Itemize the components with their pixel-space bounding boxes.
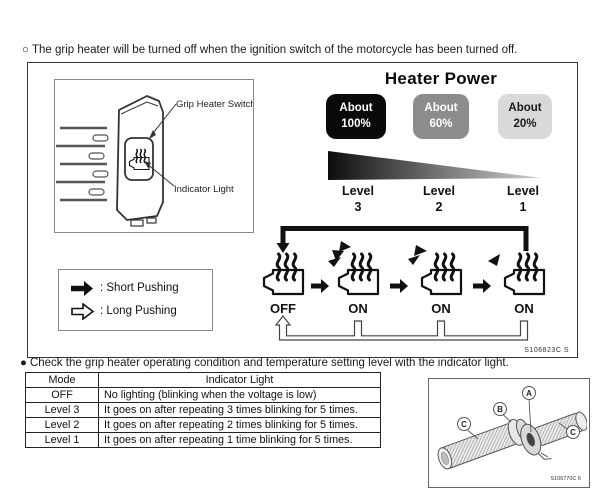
mode-cell: Level 1 xyxy=(26,433,99,448)
indicator-light-table xyxy=(25,372,381,448)
left-grip xyxy=(435,415,535,477)
level-1-label: Level 1 xyxy=(507,184,539,214)
state-label-on-2: ON xyxy=(431,301,451,316)
switch-location-figure xyxy=(54,79,254,233)
legend-short-label: : Short Pushing xyxy=(100,282,179,294)
grip-heater-icon-level1 xyxy=(505,254,544,294)
blink-1-time-icon xyxy=(488,254,500,266)
legend-short-row xyxy=(71,281,212,296)
svg-text:C: C xyxy=(461,420,467,429)
short-push-arrow-icon xyxy=(71,281,95,296)
bracket-line xyxy=(283,229,526,252)
grip-heater-icon-level2 xyxy=(422,254,461,294)
long-push-arrow-icon xyxy=(71,303,95,320)
level-2-label: Level 2 xyxy=(423,184,455,214)
mode-cell: Level 2 xyxy=(26,418,99,433)
figure-code: S106823C S xyxy=(524,347,569,354)
power-box-60-value: 60% xyxy=(429,117,453,130)
push-legend xyxy=(58,269,213,331)
power-box-20-value: 20% xyxy=(513,117,537,130)
indicator-light-label: Indicator Light xyxy=(174,184,234,195)
indicator-cell: No lighting (blinking when the voltage is low) xyxy=(99,388,381,403)
grip-heater-icon-level3 xyxy=(339,254,378,294)
power-box-100 xyxy=(326,94,386,139)
power-box-100-word: About xyxy=(339,101,373,114)
state-label-on-3: ON xyxy=(348,301,368,316)
table-header-row xyxy=(26,373,381,388)
indicator-cell: It goes on after repeating 3 times blinking for 5 times. xyxy=(99,403,381,418)
switch-illustration xyxy=(55,80,253,232)
heater-power-title: Heater Power xyxy=(384,69,498,88)
power-box-60 xyxy=(413,94,469,139)
level-3-label: Level 3 xyxy=(342,184,374,214)
power-box-20 xyxy=(498,94,552,139)
bracket-arrow-icon xyxy=(277,243,290,253)
table-row xyxy=(26,433,381,448)
power-box-60-word: About xyxy=(424,101,458,114)
power-box-100-value: 100% xyxy=(341,117,371,130)
svg-text:B: B xyxy=(497,405,503,414)
indicator-cell: It goes on after repeating 1 time blinking for 5 times. xyxy=(99,433,381,448)
short-push-arrow-icon xyxy=(473,279,491,293)
grips-illustration xyxy=(429,379,587,485)
svg-text:C: C xyxy=(570,428,576,437)
top-note-text: The grip heater will be turned off when the ignition switch of the motorcycle has been turned off. xyxy=(31,44,518,56)
blink-2-times-icon xyxy=(408,245,427,265)
top-note xyxy=(22,44,517,56)
blink-3-times-icon xyxy=(328,241,351,267)
grip-heater-diagram xyxy=(27,62,578,358)
power-gradient-triangle xyxy=(328,149,543,181)
switch-pod xyxy=(117,96,163,226)
state-flow-diagram xyxy=(258,213,553,353)
table-row xyxy=(26,418,381,433)
grips-figure xyxy=(428,378,590,488)
figure-code: S106770C 6 xyxy=(550,476,581,482)
table-header-indicator: Indicator Light xyxy=(99,373,381,388)
open-circle-bullet-icon: ○ xyxy=(22,44,29,56)
indicator-cell: It goes on after repeating 2 times blinking for 5 times. xyxy=(99,418,381,433)
mode-cell: OFF xyxy=(26,388,99,403)
power-box-20-word: About xyxy=(508,101,542,114)
short-push-arrow-icon xyxy=(311,279,329,293)
check-note xyxy=(20,357,509,369)
check-note-text: Check the grip heater operating condition and temperature setting level with the indicator light. xyxy=(29,357,509,369)
table-row xyxy=(26,403,381,418)
filled-circle-bullet-icon: ● xyxy=(20,357,27,369)
legend-long-label: : Long Pushing xyxy=(100,305,177,317)
short-push-arrow-icon xyxy=(390,279,408,293)
table-header-mode: Mode xyxy=(26,373,99,388)
legend-long-row xyxy=(71,303,212,320)
long-push-return-path xyxy=(276,316,528,340)
mode-cell: Level 3 xyxy=(26,403,99,418)
state-label-off: OFF xyxy=(270,301,296,316)
grip-heater-switch-label: Grip Heater Switch xyxy=(176,99,253,110)
table-row xyxy=(26,388,381,403)
svg-text:A: A xyxy=(526,389,532,398)
grip-heater-icon-off xyxy=(264,254,303,294)
state-label-on-1: ON xyxy=(514,301,534,316)
